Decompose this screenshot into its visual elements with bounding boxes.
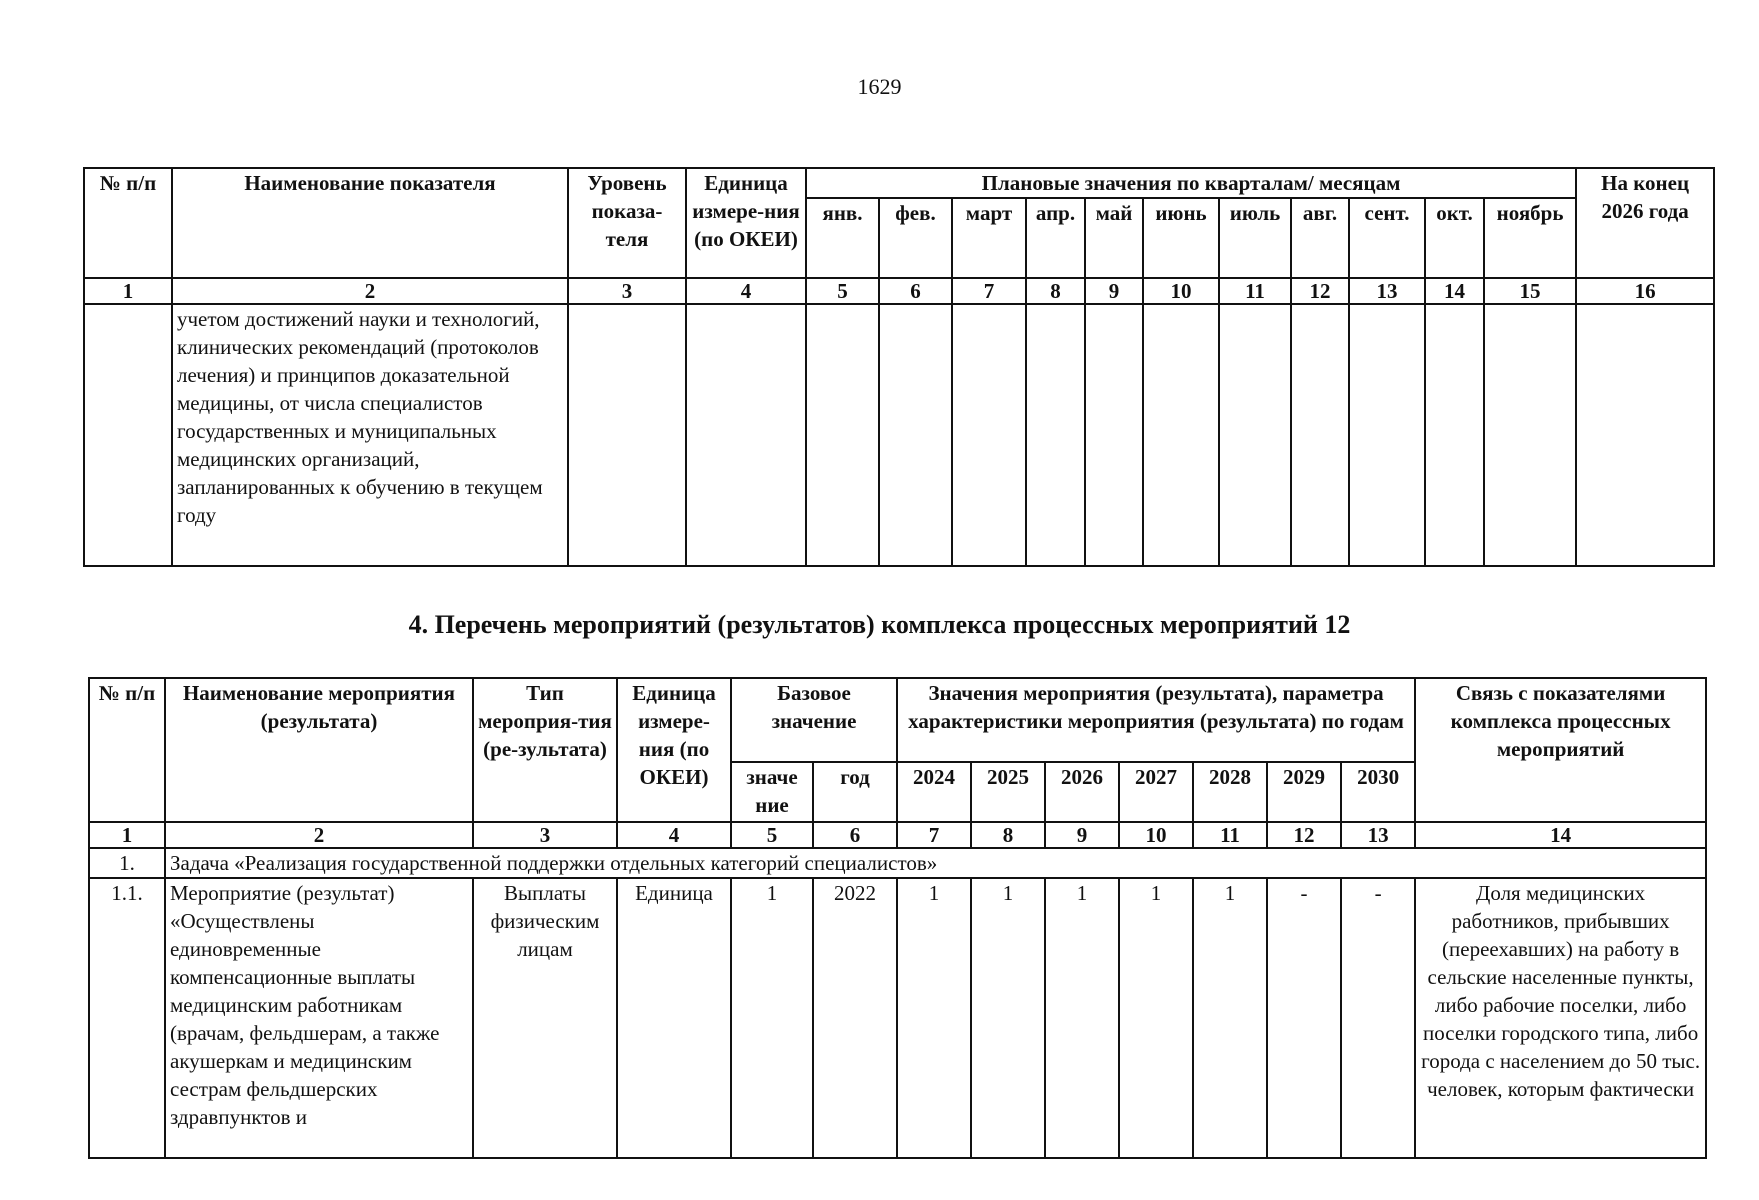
table-cell <box>952 304 1026 566</box>
year-value-cell: 1 <box>1045 878 1119 1158</box>
table-cell <box>1425 304 1484 566</box>
column-number: 10 <box>1119 822 1193 848</box>
header-year: 2028 <box>1193 762 1267 822</box>
table-cell <box>1349 304 1425 566</box>
header-indicator-name: Наименование показателя <box>172 168 568 278</box>
header-year: 2025 <box>971 762 1045 822</box>
table-cell <box>84 304 172 566</box>
header-base-value: Базовое значение <box>731 678 897 762</box>
header-link: Связь с показателями комплекса процессных мероприятий <box>1415 678 1706 822</box>
header-unit: Единица измере-ния (по ОКЕИ) <box>617 678 731 822</box>
measure-type-cell: Выплаты физическим лицам <box>473 878 617 1158</box>
header-month: ноябрь <box>1484 198 1576 278</box>
table-cell <box>1085 304 1143 566</box>
column-number: 11 <box>1219 278 1291 304</box>
header-month: апр. <box>1026 198 1085 278</box>
header-end-of-year: На конец 2026 года <box>1576 168 1714 278</box>
column-number: 14 <box>1415 822 1706 848</box>
table-cell <box>1143 304 1219 566</box>
table-cell <box>1484 304 1576 566</box>
header-planned-values: Плановые значения по кварталам/ месяцам <box>806 168 1576 198</box>
base-value-cell: 1 <box>731 878 813 1158</box>
header-month: март <box>952 198 1026 278</box>
column-number: 5 <box>731 822 813 848</box>
header-month: фев. <box>879 198 952 278</box>
column-number: 9 <box>1085 278 1143 304</box>
header-month: июль <box>1219 198 1291 278</box>
header-month: июнь <box>1143 198 1219 278</box>
column-number: 15 <box>1484 278 1576 304</box>
task-text: Задача «Реализация государственной поддержки отдельных категорий специалистов» <box>165 848 1706 878</box>
header-month: окт. <box>1425 198 1484 278</box>
column-number: 2 <box>165 822 473 848</box>
header-month: авг. <box>1291 198 1349 278</box>
column-number: 4 <box>617 822 731 848</box>
table-cell <box>806 304 879 566</box>
table-cell <box>879 304 952 566</box>
indicator-name-cell: учетом достижений науки и технологий, клинических рекомендаций (протоколов лечения) и принципов доказательной медицины, от числа специалистов государственных и муниципальных медицинских организаций, запланированных к обучению в текущем году <box>172 304 568 566</box>
column-number: 1 <box>84 278 172 304</box>
header-year: 2030 <box>1341 762 1415 822</box>
column-number: 11 <box>1193 822 1267 848</box>
link-cell: Доля медицинских работников, прибывших (переехавших) на работу в сельские населенные пункты, либо рабочие поселки, либо поселки городского типа, либо города с населением до 50 тыс. человек, которым фактически <box>1415 878 1706 1158</box>
header-month: сент. <box>1349 198 1425 278</box>
column-number: 3 <box>473 822 617 848</box>
year-value-cell: 1 <box>1193 878 1267 1158</box>
column-number: 6 <box>813 822 897 848</box>
header-year: 2029 <box>1267 762 1341 822</box>
column-number: 12 <box>1267 822 1341 848</box>
column-number: 3 <box>568 278 686 304</box>
header-month: янв. <box>806 198 879 278</box>
measure-name-cell: Мероприятие (результат) «Осуществлены единовременные компенсационные выплаты медицинским работникам (врачам, фельдшерам, а также акушеркам и медицинским сестрам фельдшерских здравпунктов и <box>165 878 473 1158</box>
header-year: 2026 <box>1045 762 1119 822</box>
table-cell <box>1219 304 1291 566</box>
header-measure-name: Наименование мероприятия (результата) <box>165 678 473 822</box>
column-number: 1 <box>89 822 165 848</box>
header-year: 2027 <box>1119 762 1193 822</box>
year-value-cell: - <box>1341 878 1415 1158</box>
unit-cell: Единица <box>617 878 731 1158</box>
header-unit: Единица измере-ния (по ОКЕИ) <box>686 168 806 278</box>
column-number: 4 <box>686 278 806 304</box>
table-cell <box>686 304 806 566</box>
table-cell <box>1576 304 1714 566</box>
year-value-cell: - <box>1267 878 1341 1158</box>
column-number: 5 <box>806 278 879 304</box>
header-num: № п/п <box>84 168 172 278</box>
page-number: 1629 <box>857 74 902 99</box>
year-value-cell: 1 <box>1119 878 1193 1158</box>
column-number: 16 <box>1576 278 1714 304</box>
measures-table <box>88 677 1707 1159</box>
column-number: 13 <box>1349 278 1425 304</box>
column-number: 6 <box>879 278 952 304</box>
column-number: 7 <box>897 822 971 848</box>
table-cell <box>1291 304 1349 566</box>
header-num: № п/п <box>89 678 165 822</box>
column-number: 7 <box>952 278 1026 304</box>
base-year-cell: 2022 <box>813 878 897 1158</box>
column-number: 8 <box>1026 278 1085 304</box>
header-month: май <box>1085 198 1143 278</box>
indicators-table <box>83 167 1715 567</box>
year-value-cell: 1 <box>897 878 971 1158</box>
column-number: 9 <box>1045 822 1119 848</box>
table-cell <box>568 304 686 566</box>
header-measure-type: Тип мероприя-тия (ре-зультата) <box>473 678 617 822</box>
year-value-cell: 1 <box>971 878 1045 1158</box>
column-number: 2 <box>172 278 568 304</box>
item-number: 1.1. <box>89 878 165 1158</box>
column-number: 12 <box>1291 278 1349 304</box>
column-number: 14 <box>1425 278 1484 304</box>
header-values-by-year: Значения мероприятия (результата), параметра характеристики мероприятия (результата) по годам <box>897 678 1415 762</box>
header-year: 2024 <box>897 762 971 822</box>
table-cell <box>1026 304 1085 566</box>
header-base-value-year: год <box>813 762 897 822</box>
column-number: 13 <box>1341 822 1415 848</box>
header-level: Уровень показа-теля <box>568 168 686 278</box>
column-number: 10 <box>1143 278 1219 304</box>
header-base-value-value: значе ние <box>731 762 813 822</box>
column-number: 8 <box>971 822 1045 848</box>
task-number: 1. <box>89 848 165 878</box>
section-title: 4. Перечень мероприятий (результатов) комплекса процессных мероприятий 12 <box>408 610 1351 639</box>
